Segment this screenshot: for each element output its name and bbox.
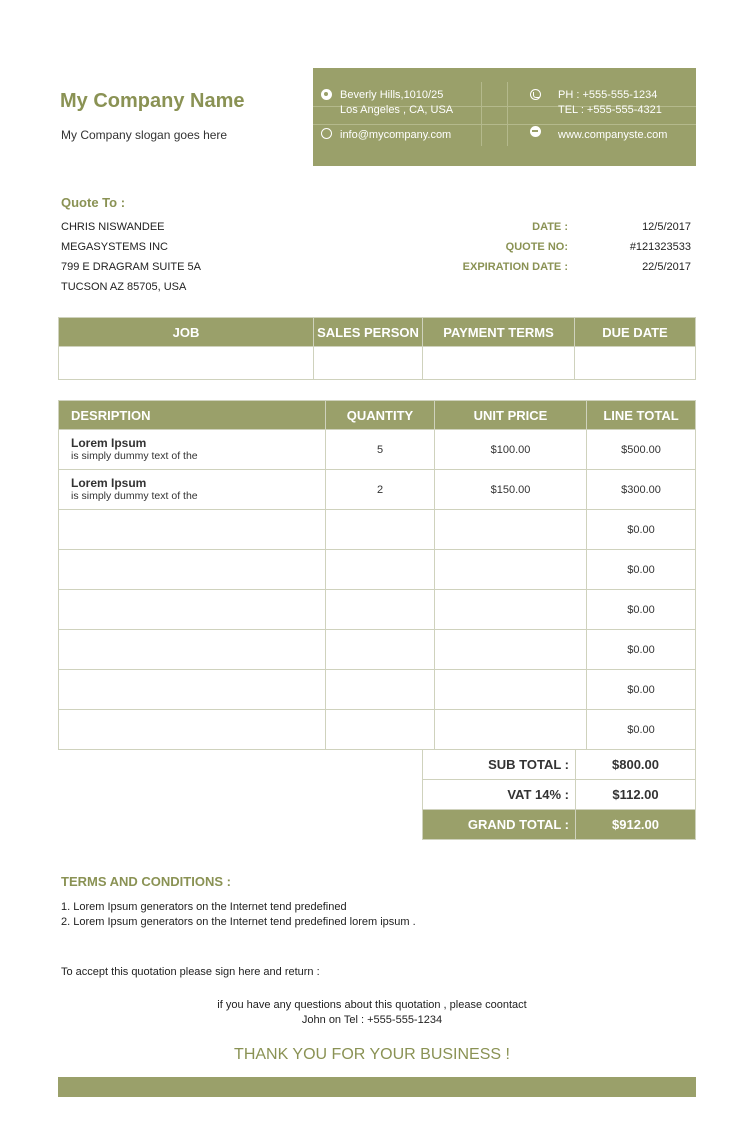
- item-subtitle: is simply dummy text of the: [71, 489, 198, 502]
- line-total-cell: $0.00: [587, 630, 696, 670]
- unit-price-cell[interactable]: $100.00: [435, 430, 587, 470]
- expiration-date-value: 22/5/2017: [642, 261, 691, 273]
- divider: [313, 124, 696, 125]
- job-table-header: [59, 318, 696, 347]
- grand-total-row: [423, 810, 696, 840]
- location-pin-icon: [321, 89, 332, 100]
- client-address: 799 E DRAGRAM SUITE 5A: [61, 261, 201, 273]
- questions-line-2: John on Tel : +555-555-1234: [301, 1014, 443, 1026]
- quantity-cell[interactable]: [326, 510, 435, 550]
- unit-price-cell[interactable]: [435, 510, 587, 550]
- grand-total-value: $912.00: [576, 810, 696, 840]
- table-row: [59, 550, 696, 590]
- line-total-cell: $500.00: [587, 430, 696, 470]
- due-date-cell[interactable]: [575, 347, 696, 380]
- table-row: [59, 430, 696, 470]
- line-total-cell: $0.00: [587, 710, 696, 750]
- unit-price-cell[interactable]: [435, 590, 587, 630]
- table-row: [59, 590, 696, 630]
- footer-bar: [58, 1077, 696, 1097]
- subtotal-value: $800.00: [576, 750, 696, 780]
- description-cell[interactable]: [59, 470, 326, 510]
- phone-icon: [530, 89, 541, 100]
- sales-person-cell[interactable]: [314, 347, 423, 380]
- items-table: [58, 400, 696, 750]
- description-cell[interactable]: [59, 430, 326, 470]
- table-row: [59, 510, 696, 550]
- table-row: [59, 710, 696, 750]
- grand-total-label: GRAND TOTAL :: [423, 810, 576, 840]
- quote-number-value: #121323533: [629, 241, 691, 253]
- quantity-header: QUANTITY: [326, 401, 435, 430]
- date-value: 12/5/2017: [642, 221, 691, 233]
- table-row: [59, 670, 696, 710]
- divider: [481, 82, 482, 146]
- address-line-2: Los Angeles , CA, USA: [340, 104, 454, 116]
- description-cell[interactable]: [59, 590, 326, 630]
- table-row: [59, 470, 696, 510]
- due-date-header: DUE DATE: [575, 318, 696, 347]
- unit-price-cell[interactable]: $150.00: [435, 470, 587, 510]
- totals-table: [422, 749, 696, 840]
- questions-line-1: if you have any questions about this quotation , please coontact: [217, 999, 527, 1011]
- divider: [507, 82, 508, 146]
- client-city: TUCSON AZ 85705, USA: [61, 281, 187, 293]
- line-total-cell: $300.00: [587, 470, 696, 510]
- description-cell[interactable]: [59, 670, 326, 710]
- table-row: [59, 630, 696, 670]
- quantity-cell[interactable]: [326, 710, 435, 750]
- contact-info-box: [313, 68, 696, 166]
- sales-person-header: SALES PERSON: [314, 318, 423, 347]
- website-icon: [530, 126, 541, 137]
- tel-number: TEL : +555-555-4321: [558, 104, 662, 116]
- terms-title: TERMS AND CONDITIONS :: [61, 874, 231, 889]
- vat-label: VAT 14% :: [423, 780, 576, 810]
- job-header: JOB: [59, 318, 314, 347]
- quantity-cell[interactable]: [326, 670, 435, 710]
- description-cell[interactable]: [59, 710, 326, 750]
- line-total-cell: $0.00: [587, 550, 696, 590]
- unit-price-cell[interactable]: [435, 550, 587, 590]
- expiration-date-label: EXPIRATION DATE :: [462, 261, 568, 273]
- line-total-cell: $0.00: [587, 590, 696, 630]
- job-cell[interactable]: [59, 347, 314, 380]
- address-line-1: Beverly Hills,1010/25: [340, 89, 444, 101]
- unit-price-cell[interactable]: [435, 670, 587, 710]
- client-company: MEGASYSTEMS INC: [61, 241, 168, 253]
- description-cell[interactable]: [59, 510, 326, 550]
- quantity-cell[interactable]: [326, 550, 435, 590]
- thank-you-message: THANK YOU FOR YOUR BUSINESS !: [234, 1046, 510, 1063]
- payment-terms-header: PAYMENT TERMS: [423, 318, 575, 347]
- company-name: My Company Name: [60, 90, 245, 112]
- job-table: [58, 317, 696, 380]
- quantity-cell[interactable]: [326, 590, 435, 630]
- table-row: [59, 347, 696, 380]
- quote-number-label: QUOTE NO:: [505, 241, 568, 253]
- subtotal-label: SUB TOTAL :: [423, 750, 576, 780]
- item-title: Lorem Ipsum: [71, 435, 147, 450]
- description-cell[interactable]: [59, 630, 326, 670]
- quote-to-label: Quote To :: [61, 195, 126, 210]
- unit-price-header: UNIT PRICE: [435, 401, 587, 430]
- date-label: DATE :: [532, 221, 568, 233]
- description-cell[interactable]: [59, 550, 326, 590]
- line-total-header: LINE TOTAL: [587, 401, 696, 430]
- email-address[interactable]: info@mycompany.com: [340, 129, 452, 141]
- line-total-cell: $0.00: [587, 670, 696, 710]
- company-slogan: My Company slogan goes here: [61, 128, 228, 142]
- vat-row: [423, 780, 696, 810]
- quantity-cell[interactable]: 5: [326, 430, 435, 470]
- items-table-header: [59, 401, 696, 430]
- terms-line-1: 1. Lorem Ipsum generators on the Internet tend predefined: [61, 901, 347, 913]
- client-name: CHRIS NISWANDEE: [61, 221, 165, 233]
- description-header: DESRIPTION: [59, 401, 326, 430]
- line-total-cell: $0.00: [587, 510, 696, 550]
- subtotal-row: [423, 750, 696, 780]
- vat-value: $112.00: [576, 780, 696, 810]
- unit-price-cell[interactable]: [435, 630, 587, 670]
- terms-line-2: 2. Lorem Ipsum generators on the Internet tend predefined lorem ipsum .: [61, 916, 416, 928]
- item-title: Lorem Ipsum: [71, 475, 147, 490]
- unit-price-cell[interactable]: [435, 710, 587, 750]
- quantity-cell[interactable]: [326, 630, 435, 670]
- website-url[interactable]: www.companyste.com: [558, 129, 668, 141]
- item-subtitle: is simply dummy text of the: [71, 449, 198, 462]
- email-icon: [321, 128, 332, 139]
- accept-instructions: To accept this quotation please sign here and return :: [61, 966, 320, 978]
- quantity-cell[interactable]: 2: [326, 470, 435, 510]
- payment-terms-cell[interactable]: [423, 347, 575, 380]
- phone-number: PH : +555-555-1234: [558, 89, 658, 101]
